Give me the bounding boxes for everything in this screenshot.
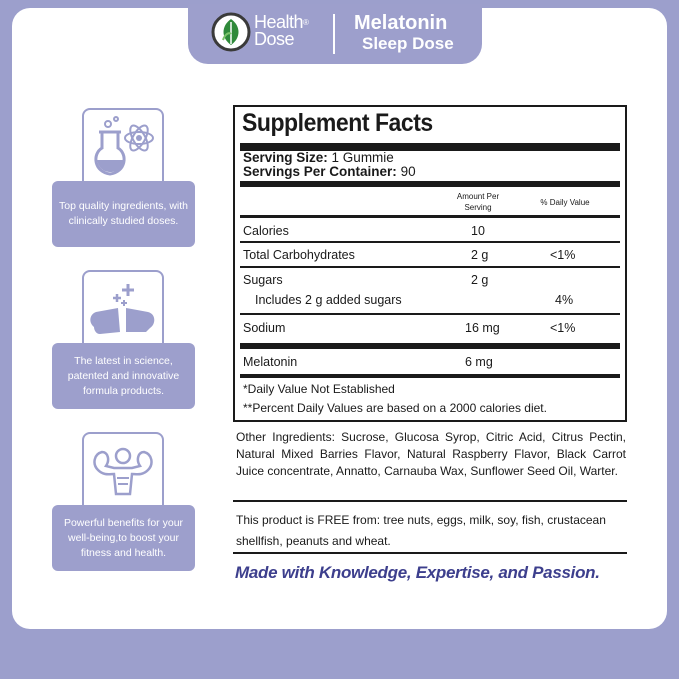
other-ingredients: Other Ingredients: Sucrose, Glucosa Syrop, Citric Acid, Citrus Pectin, Natural Mixed Barries Flavor, Natural Raspberry Flavor, Black Carrot Juice concentrate, Annatto, Carnauba Wax, Sunflower Seed Oil, Warter. (236, 430, 626, 478)
thick-rule (240, 374, 620, 378)
supplement-facts-panel (233, 105, 627, 422)
rule (240, 313, 620, 315)
rule (240, 215, 620, 218)
thick-rule (240, 181, 620, 187)
footnote: *Daily Value Not Established (243, 382, 395, 396)
nutrient-amount: 2 g (471, 273, 489, 287)
rule (240, 241, 620, 243)
nutrient-amount: 6 mg (465, 355, 493, 369)
nutrient-row: Melatonin (243, 355, 298, 369)
nutrient-row: Sodium (243, 321, 286, 335)
allergen-free-statement: This product is FREE from: tree nuts, eggs, milk, soy, fish, crustacean shellfish, peanuts and wheat. (236, 513, 606, 548)
nutrient-dv: <1% (550, 248, 576, 262)
product-line-2: Sleep Dose (362, 34, 454, 53)
product-line-1: Melatonin (354, 12, 448, 34)
brand-line-1: Health (254, 12, 304, 32)
facts-title: Supplement Facts (242, 109, 433, 137)
nutrient-amount: 10 (471, 224, 485, 238)
product-name (354, 12, 454, 54)
nutrient-row: Sugars (243, 273, 283, 287)
benefit-text-3: Powerful benefits for your well-being,to boost your fitness and health. (52, 505, 195, 571)
nutrient-dv: <1% (550, 321, 576, 335)
nutrient-row: Calories (243, 224, 289, 238)
amount-per-serving-header: Amount Per Serving (456, 192, 500, 212)
health-dose-logo-icon (211, 12, 251, 52)
thick-rule (240, 343, 620, 349)
benefit-text-1: Top quality ingredients, with clinically studied doses. (52, 181, 195, 247)
trademark: ® (303, 18, 309, 27)
nutrient-row: Includes 2 g added sugars (255, 293, 402, 307)
rule (240, 266, 620, 268)
brand-line-2: Dose (254, 29, 295, 49)
footnote: **Percent Daily Values are based on a 2000 calories diet. (243, 401, 547, 415)
flask-atom-icon (82, 108, 164, 190)
nutrient-amount: 2 g (471, 248, 489, 262)
nutrient-row: Total Carbohydrates (243, 248, 355, 262)
nutrient-amount: 16 mg (465, 321, 500, 335)
serving-size: Serving Size: 1 Gummie (243, 150, 394, 165)
muscle-man-icon (82, 432, 164, 514)
tagline: Made with Knowledge, Expertise, and Passion. (235, 563, 600, 582)
nutrient-dv: 4% (555, 293, 574, 307)
brand-name (254, 14, 308, 48)
header-divider (333, 14, 335, 54)
benefit-text-2: The latest in science, patented and innovative formula products. (52, 343, 195, 409)
section-rule (233, 552, 627, 554)
section-rule (233, 500, 627, 502)
daily-value-header: % Daily Value (540, 198, 590, 207)
capsule-sparkle-icon (82, 270, 164, 352)
servings-per-container: Servings Per Container: 90 (243, 164, 416, 179)
